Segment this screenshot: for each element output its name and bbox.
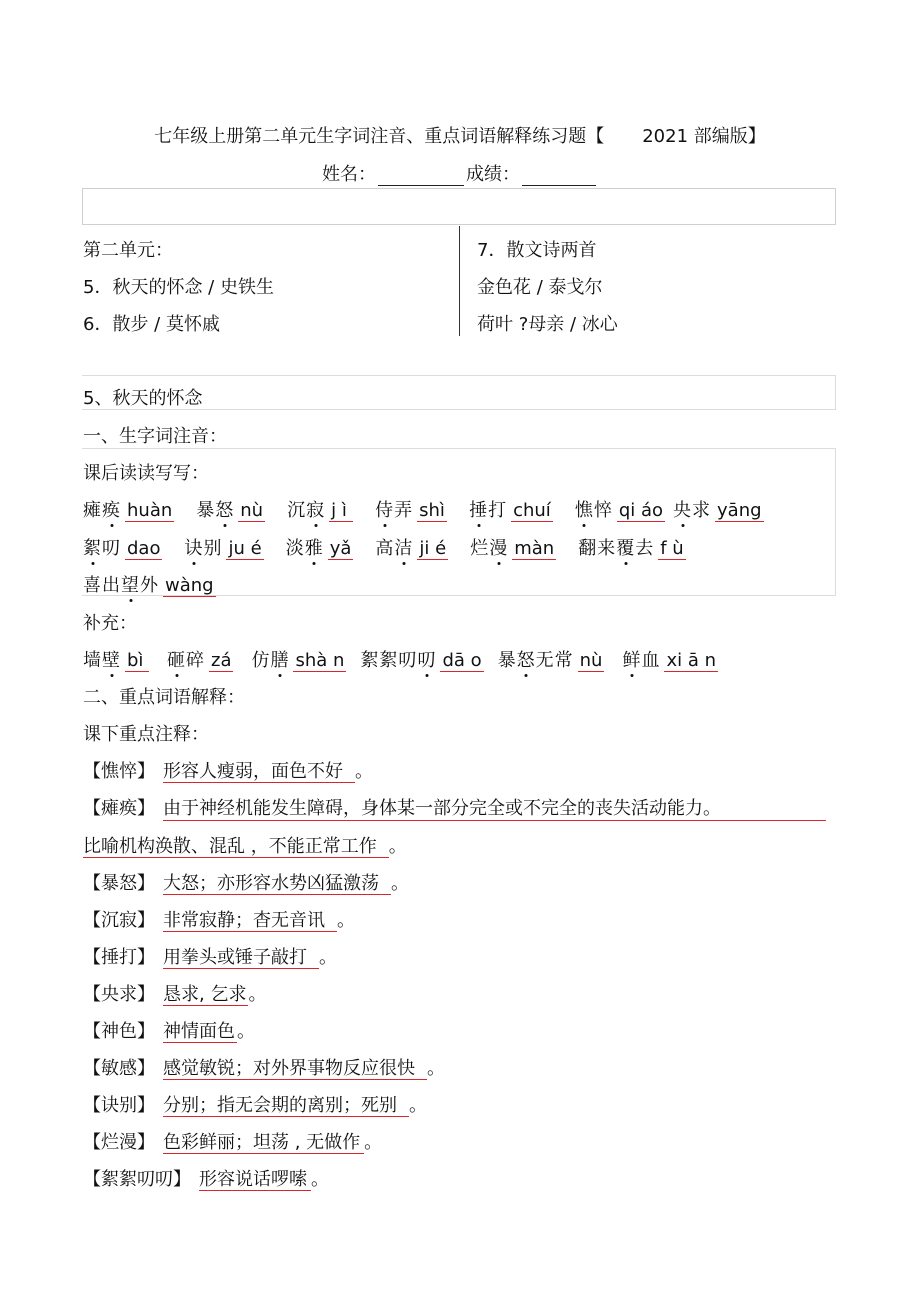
title-main: 七年级上册第二单元生字词注音、重点词语解释练习题【 — [154, 126, 605, 147]
pinyin-answer: nù — [240, 500, 264, 521]
vocab-item: 喜出望外 wàng — [83, 571, 216, 597]
pinyin-answer: huàn — [127, 500, 173, 521]
contents-left-3: 6．散步 / 莫怀戚 — [83, 314, 220, 335]
vocab-item: 沉寂 j ì — [287, 496, 353, 522]
pinyin-answer: ju é — [228, 538, 262, 559]
vocab-item: 诀别 ju é — [184, 534, 263, 560]
definition-entry: 【暴怒】 大怒；亦形容水势凶猛激荡 。 — [83, 873, 409, 894]
vocab-item: 墙壁 bì — [83, 646, 149, 672]
vocab-item: 烂漫 màn — [470, 534, 556, 560]
definition-entry: 【沉寂】 非常寂静；杳无音讯 。 — [83, 910, 355, 931]
definition-entry: 【诀别】 分别；指无会期的离别；死别 。 — [83, 1095, 427, 1116]
definition-entry: 【敏感】 感觉敏锐；对外界事物反应很快 。 — [83, 1058, 445, 1079]
pinyin-answer: nù — [579, 650, 603, 671]
contents-left-1: 第二单元： — [83, 240, 173, 261]
definition-entry: 【憔悴】 形容人瘦弱，面色不好 。 — [83, 761, 373, 782]
vocab-item: 瘫痪 huàn — [83, 496, 174, 522]
supplement-row — [83, 646, 718, 672]
term: 【沉寂】 — [83, 910, 155, 931]
contents-right-2: 金色花 / 泰戈尔 — [477, 277, 603, 298]
contents-right-3: 荷叶 ?母亲 / 冰心 — [477, 314, 618, 335]
definition-entry: 【捶打】 用拳头或锤子敲打 。 — [83, 947, 337, 968]
definition-entry: 【央求】 恳求, 乞求 。 — [83, 984, 267, 1005]
score-label: 成绩： — [466, 164, 520, 185]
vocab-row-1 — [83, 496, 764, 522]
vocab-row-2 — [83, 534, 686, 560]
score-blank — [522, 185, 596, 186]
name-blank — [378, 185, 464, 186]
definition: 非常寂静；杳无音讯 — [163, 910, 337, 932]
vocab-row-3 — [83, 571, 238, 597]
term: 【央求】 — [83, 984, 155, 1005]
vocab-item: 絮絮叨叨 dā o — [360, 646, 483, 672]
part2-subheading: 课下重点注释： — [83, 724, 209, 745]
vocab-item: 仿膳 shà n — [251, 646, 346, 672]
part1-heading: 一、生字词注音： — [83, 426, 227, 447]
name-label: 姓名： — [322, 164, 376, 185]
header-box — [82, 188, 836, 225]
pinyin-answer: ji é — [419, 538, 447, 559]
definition: 形容人瘦弱，面色不好 — [163, 761, 355, 783]
pinyin-answer: chuí — [513, 500, 551, 521]
vocab-item: 翻来覆去 f ù — [578, 534, 685, 560]
definition: 神情面色 — [163, 1021, 235, 1042]
definition: 恳求, 乞求 — [163, 984, 247, 1005]
definition: 感觉敏锐；对外界事物反应很快 — [163, 1058, 427, 1080]
contents-divider — [459, 226, 460, 336]
term: 【捶打】 — [83, 947, 155, 968]
term: 【暴怒】 — [83, 873, 155, 894]
definition: 用拳头或锤子敲打 — [163, 947, 319, 969]
term: 【诀别】 — [83, 1095, 155, 1116]
definition: 比喻机构涣散、混乱 ，不能正常工作 — [83, 836, 389, 858]
pinyin-answer: dao — [127, 538, 161, 559]
title-edition: 2021 部编版】 — [642, 126, 766, 147]
definition-entry: 【絮絮叨叨】 形容说话啰嗦 。 — [83, 1169, 329, 1190]
definition: 色彩鲜丽；坦荡 , 无做作 — [163, 1132, 364, 1154]
pinyin-answer: yǎ — [329, 538, 352, 559]
vocab-item: 憔悴 qi áo — [575, 496, 665, 522]
term: 【敏感】 — [83, 1058, 155, 1079]
pinyin-answer: f ù — [660, 538, 684, 559]
pinyin-answer: zá — [211, 650, 232, 671]
supplement-label: 补充： — [83, 613, 137, 634]
vocab-item: 高洁 ji é — [375, 534, 448, 560]
definition-entry: 【神色】 神情面色 。 — [83, 1021, 255, 1042]
term: 【神色】 — [83, 1021, 155, 1042]
vocab-item: 暴怒 nù — [196, 496, 265, 522]
pinyin-answer: yāng — [717, 500, 762, 521]
vocab-item: 鲜血 xi ā n — [622, 646, 718, 672]
pinyin-answer: xi ā n — [666, 650, 717, 671]
contents-right-1: 7．散文诗两首 — [477, 240, 597, 261]
definition-continuation: 比喻机构涣散、混乱 ，不能正常工作 。 — [83, 836, 407, 857]
vocab-item: 絮叨 dao — [83, 534, 162, 560]
name-score-line — [0, 160, 920, 186]
section-title: 5、秋天的怀念 — [83, 388, 203, 409]
vocab-item: 暴怒无常 nù — [498, 646, 605, 672]
definition: 大怒；亦形容水势凶猛激荡 — [163, 873, 391, 895]
vocab-item: 侍弄 shì — [375, 496, 447, 522]
definition: 由于神经机能发生障碍，身体某一部分完全或不完全的丧失活动能力。 — [163, 794, 826, 821]
part1-subheading: 课后读读写写： — [83, 463, 209, 484]
term: 【烂漫】 — [83, 1132, 155, 1153]
pinyin-answer: shì — [417, 500, 447, 522]
term: 【瘫痪】 — [83, 798, 155, 819]
definition: 分别；指无会期的离别；死别 — [163, 1095, 409, 1117]
pinyin-answer: bì — [125, 650, 149, 672]
vocab-item: 央求 yāng — [673, 496, 764, 522]
pinyin-answer: qi áo — [618, 500, 664, 521]
pinyin-answer: j ì — [329, 500, 353, 522]
pinyin-answer: wàng — [165, 575, 214, 596]
vocab-item: 淡雅 yǎ — [286, 534, 354, 560]
vocab-item: 捶打 chuí — [469, 496, 553, 522]
definition-entry — [83, 794, 826, 821]
term: 【憔悴】 — [83, 761, 155, 782]
pinyin-answer: màn — [512, 538, 556, 560]
definition: 形容说话啰嗦 — [199, 1169, 311, 1191]
page-title — [0, 122, 920, 148]
pinyin-answer: dā o — [442, 650, 482, 671]
definition-entry: 【烂漫】 色彩鲜丽；坦荡 , 无做作 。 — [83, 1132, 383, 1153]
part2-heading: 二、重点词语解释： — [83, 687, 245, 708]
pinyin-answer: shà n — [295, 650, 345, 671]
vocab-item: 砸碎 zá — [167, 646, 233, 672]
term: 【絮絮叨叨】 — [83, 1169, 191, 1190]
contents-left-2: 5．秋天的怀念 / 史铁生 — [83, 277, 274, 298]
